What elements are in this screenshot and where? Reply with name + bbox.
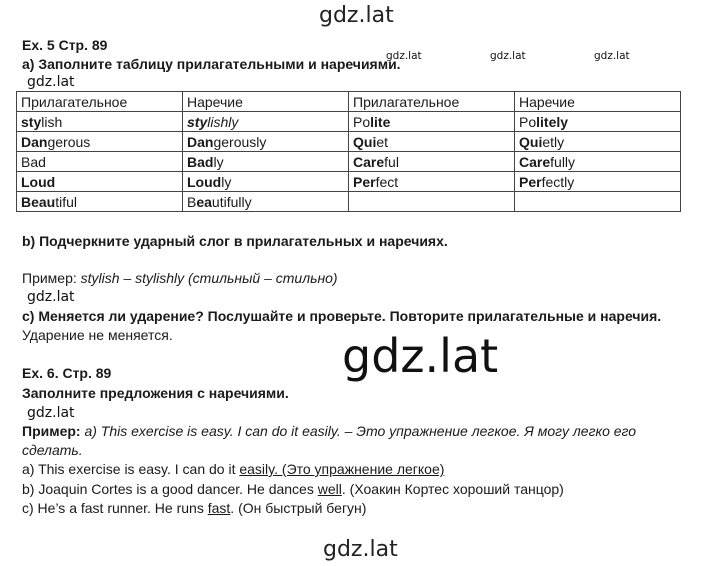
table-cell: Beautiful [17, 192, 183, 212]
ex5-title: Ex. 5 Стр. 89 [22, 37, 108, 53]
watermark-small-3: gdz.lat [27, 405, 75, 421]
ex6-example-line2: сделать. [22, 442, 83, 458]
watermark-top: gdz.lat [319, 3, 394, 28]
table-row [17, 152, 681, 172]
ex6-example-label: Пример: [22, 423, 81, 439]
ex6-title: Ex. 6. Стр. 89 [22, 365, 112, 381]
ex6-task: Заполните предложения с наречиями. [22, 385, 289, 401]
ex6-answer-b: b) Joaquin Cortes is a good dancer. He dances well. (Хоакин Кортес хороший танцор) [22, 481, 564, 497]
table-cell-empty [515, 192, 681, 212]
table-row [17, 192, 681, 212]
adjective-adverb-table [16, 91, 681, 212]
ex5-task-b: b) Подчеркните ударный слог в прилагательных и наречиях. [22, 233, 448, 249]
table-header-cell: Прилагательное [17, 92, 183, 112]
table-cell: Perfect [349, 172, 515, 192]
watermark-mini-1: gdz.lat [386, 50, 422, 62]
table-cell: Polite [349, 112, 515, 132]
table-row [17, 132, 681, 152]
table-header-cell: Наречие [515, 92, 681, 112]
table-cell: Quietly [515, 132, 681, 152]
table-header-row [17, 92, 681, 112]
table-cell: Careful [349, 152, 515, 172]
table-cell: Quiet [349, 132, 515, 152]
watermark-mini-3: gdz.lat [594, 50, 630, 62]
table-header-cell: Прилагательное [349, 92, 515, 112]
table-cell: Beautifully [183, 192, 349, 212]
table-cell: Perfectly [515, 172, 681, 192]
watermark-big: gdz.lat [342, 329, 499, 383]
ex6-answer-a: a) This exercise is easy. I can do it easily. (Это упражнение легкое) [22, 461, 445, 477]
watermark-small-2: gdz.lat [27, 289, 75, 305]
watermark-small-1: gdz.lat [27, 74, 75, 90]
example-text: stylish – stylishly (стильный – стильно) [80, 270, 338, 286]
ex6-answer-c: c) He’s a fast runner. He runs fast. (Он быстрый бегун) [22, 500, 367, 516]
table-row [17, 112, 681, 132]
table-cell: Dangerously [183, 132, 349, 152]
table-cell-empty [349, 192, 515, 212]
ex5-task-c: c) Меняется ли ударение? Послушайте и проверьте. Повторите прилагательные и наречия. [22, 308, 662, 324]
table-cell: Badly [183, 152, 349, 172]
table-cell: Bad [17, 152, 183, 172]
ex6-example-line1: Пример: a) This exercise is easy. I can do it easily. – Это упражнение легкое. Я могу легко его [22, 423, 637, 439]
table-cell: Loud [17, 172, 183, 192]
table-cell: Politely [515, 112, 681, 132]
table-cell: stylishly [183, 112, 349, 132]
table-cell: Loudly [183, 172, 349, 192]
table-cell: Carefully [515, 152, 681, 172]
ex5-answer-c: Ударение не меняется. [22, 327, 173, 343]
ex5-task-a: a) Заполните таблицу прилагательными и наречиями. [22, 56, 401, 72]
example-label: Пример: [22, 270, 81, 286]
table-row [17, 172, 681, 192]
table-header-cell: Наречие [183, 92, 349, 112]
ex5-example [22, 270, 338, 286]
watermark-mini-2: gdz.lat [490, 50, 526, 62]
table-cell: stylish [17, 112, 183, 132]
watermark-bottom: gdz.lat [323, 537, 398, 562]
table-cell: Dangerous [17, 132, 183, 152]
